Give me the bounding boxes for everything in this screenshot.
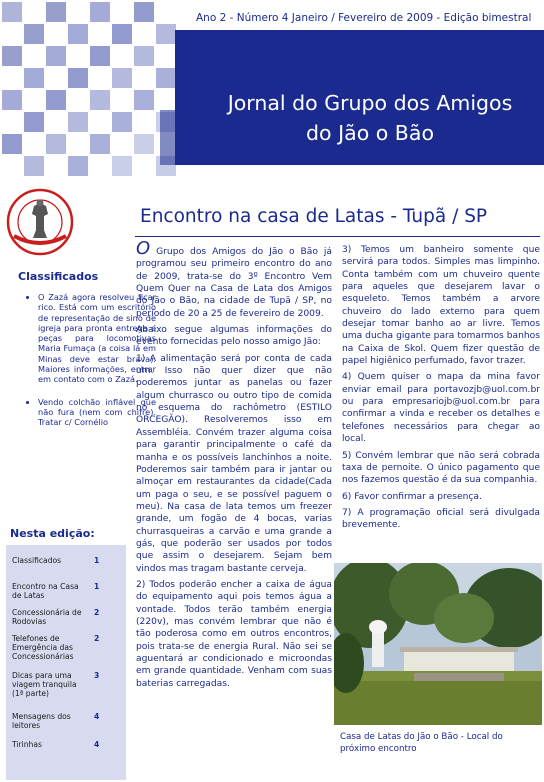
decorative-tile xyxy=(156,68,176,88)
toc-item-page: 1 xyxy=(94,556,100,565)
classificados-heading: Classificados xyxy=(18,270,99,283)
decorative-tile xyxy=(112,156,132,176)
toc-item-title: Tirinhas xyxy=(12,740,42,749)
article-paragraph: 6) Favor confirmar a presença. xyxy=(342,491,482,502)
toc-item-title: Dicas para uma viagem tranquila (1ª parte) xyxy=(12,671,77,698)
toc-item-page: 2 xyxy=(94,608,100,617)
toc-item-page: 2 xyxy=(94,634,100,643)
article-paragraph: 7) A programação oficial será divulgada brevemente. xyxy=(342,507,540,531)
article-column-2 xyxy=(342,244,540,536)
toc-item-page: 4 xyxy=(94,712,100,721)
venue-photo xyxy=(334,563,542,725)
headline-rule xyxy=(135,236,540,237)
article-paragraph: O Grupo dos Amigos do Jão o Bão já programou seu primeiro encontro do ano de 2009, trata-se do 3º Encontro Vem Quem Quer na Casa de Lata dos Amigos do Jão o Bão, na cidade de Tupã / SP, no período de 20 a 25 de fevereiro de 2009. xyxy=(136,238,332,319)
toc-item-page: 1 xyxy=(94,582,100,591)
decorative-tile xyxy=(2,90,22,110)
toc-item-page: 4 xyxy=(94,740,100,749)
decorative-tile xyxy=(46,46,66,66)
decorative-tile xyxy=(90,46,110,66)
decorative-tile xyxy=(90,134,110,154)
article-column-1 xyxy=(136,238,332,694)
decorative-tile xyxy=(68,24,88,44)
decorative-tile xyxy=(2,2,22,22)
table-of-contents xyxy=(6,545,126,780)
classificados-list xyxy=(10,292,156,440)
toc-item-page: 3 xyxy=(94,671,100,680)
decorative-tile xyxy=(134,90,154,110)
decorative-tile xyxy=(112,68,132,88)
decorative-tile xyxy=(134,2,154,22)
article-paragraph: 1) A alimentação será por conta de cada um. Isso não quer dizer que não poderemos juntar as panelas ou fazer algum churrasco ou outro tipo de comida no esquema do rachômetro (ESTILO ORCEGÃO). Resolveremos isso em Assembléia. Convém trazer alguma coisa para garantir principalmente o café da manha e os possíveis lanchinhos a noite. Poderemos sair também para ir jantar ou almoçar em restaurantes da cidade(Cada um paga o seu, e se possível paguem o meu). Na casa de lata temos um freezer grande, um fogão de 4 bocas, varias churrasqueiras a carvão e uma grande a gás, que poderão ser usados por todos que assim o desejarem. Sejam bem vindos mas tragam bastante cerveja. xyxy=(136,353,332,574)
group-seal-logo xyxy=(6,188,74,256)
toc-item-title: Telefones de Emergência das Concessionárias xyxy=(12,634,74,661)
masthead xyxy=(0,0,544,185)
decorative-tile xyxy=(46,2,66,22)
decorative-tile xyxy=(134,46,154,66)
decorative-tile xyxy=(68,156,88,176)
journal-title-line1: Jornal do Grupo dos Amigos xyxy=(227,91,513,115)
journal-title-line2: do Jão o Bão xyxy=(306,121,434,145)
decorative-tile xyxy=(46,90,66,110)
decorative-tile xyxy=(112,112,132,132)
decorative-tile xyxy=(46,134,66,154)
article-paragraph: 5) Convém lembrar que não será cobrada taxa de pernoite. O único pagamento que nos fazemos questão é da sua companhia. xyxy=(342,450,540,486)
article-paragraph: 3) Temos um banheiro somente que servirá para todos. Simples mas limpinho. Conta também com um chuveiro quente para aqueles que desejarem lavar o esqueleto. Temos também a arvore chuveiro do lado externo para quem desejar tomar banho ao ar livre. Temos uma ducha gigante para tomarmos banhos na Caixa de Skol. Quem fizer questão de papel higiênico perfumado, favor trazer. xyxy=(342,245,540,367)
toc-heading: Nesta edição: xyxy=(10,527,95,540)
decorative-tile xyxy=(24,156,44,176)
decorative-tile xyxy=(112,24,132,44)
decorative-tile xyxy=(2,134,22,154)
decorative-tile xyxy=(68,68,88,88)
article-headline: Encontro na casa de Latas - Tupã / SP xyxy=(140,206,488,227)
article-paragraph: 4) Quem quiser o mapa da mina favor enviar email para portavozjb@uol.com.br ou para empresariojb@uol.com.br para confirmar a vinda e receber os detalhes e telefones necessários para chegar ao local. xyxy=(342,372,540,445)
decorative-tile xyxy=(90,2,110,22)
decorative-tile xyxy=(24,68,44,88)
issue-line: Ano 2 - Número 4 Janeiro / Fevereiro de 2009 - Edição bimestral xyxy=(196,12,532,24)
decorative-tile xyxy=(24,112,44,132)
decorative-tile xyxy=(24,24,44,44)
decorative-tile xyxy=(156,24,176,44)
article-paragraph: Abaixo segue algumas informações do evento fornecidas pelo nosso amigo Jão: xyxy=(136,325,332,348)
toc-item-title: Encontro na Casa de Latas xyxy=(12,582,79,600)
toc-item-title: Mensagens dos leitores xyxy=(12,712,71,730)
toc-item-title: Classificados xyxy=(12,556,62,565)
photo-caption: Casa de Latas do Jão o Bão - Local do próximo encontro xyxy=(340,732,503,754)
decorative-tile xyxy=(68,112,88,132)
decorative-tile xyxy=(134,134,154,154)
classified-ad: • Vendo colchão inflável que não fura (nem com chifre). Tratar c/ Cornélio xyxy=(38,397,156,428)
journal-title xyxy=(200,88,540,148)
classified-ad: • O Zazá agora resolveu ficar rico. Está com um escritório de representação de sino de igreja para pronta entrega e peças para locomotivas Maria Fumaça (a coisa lá em Minas deve estar brava). Maiores informações, entrar em contato com o Zazá. xyxy=(38,292,156,385)
drop-cap: O xyxy=(136,238,151,259)
article-paragraph: 2) Todos poderão encher a caixa de água do equipamento aqui pois temos água a vontade. Todos terão também energia (220v), mas convém lembrar que não é tão poderosa como em outros encontros, pois trata-se de energia Rural. Não sei se aguentará ar condicionado e microondas em grande quantidade. Venham com suas baterias carregadas. xyxy=(136,579,332,689)
toc-item-title: Concessionária de Rodovias xyxy=(12,608,82,626)
decorative-tile xyxy=(2,46,22,66)
decorative-tile xyxy=(90,90,110,110)
